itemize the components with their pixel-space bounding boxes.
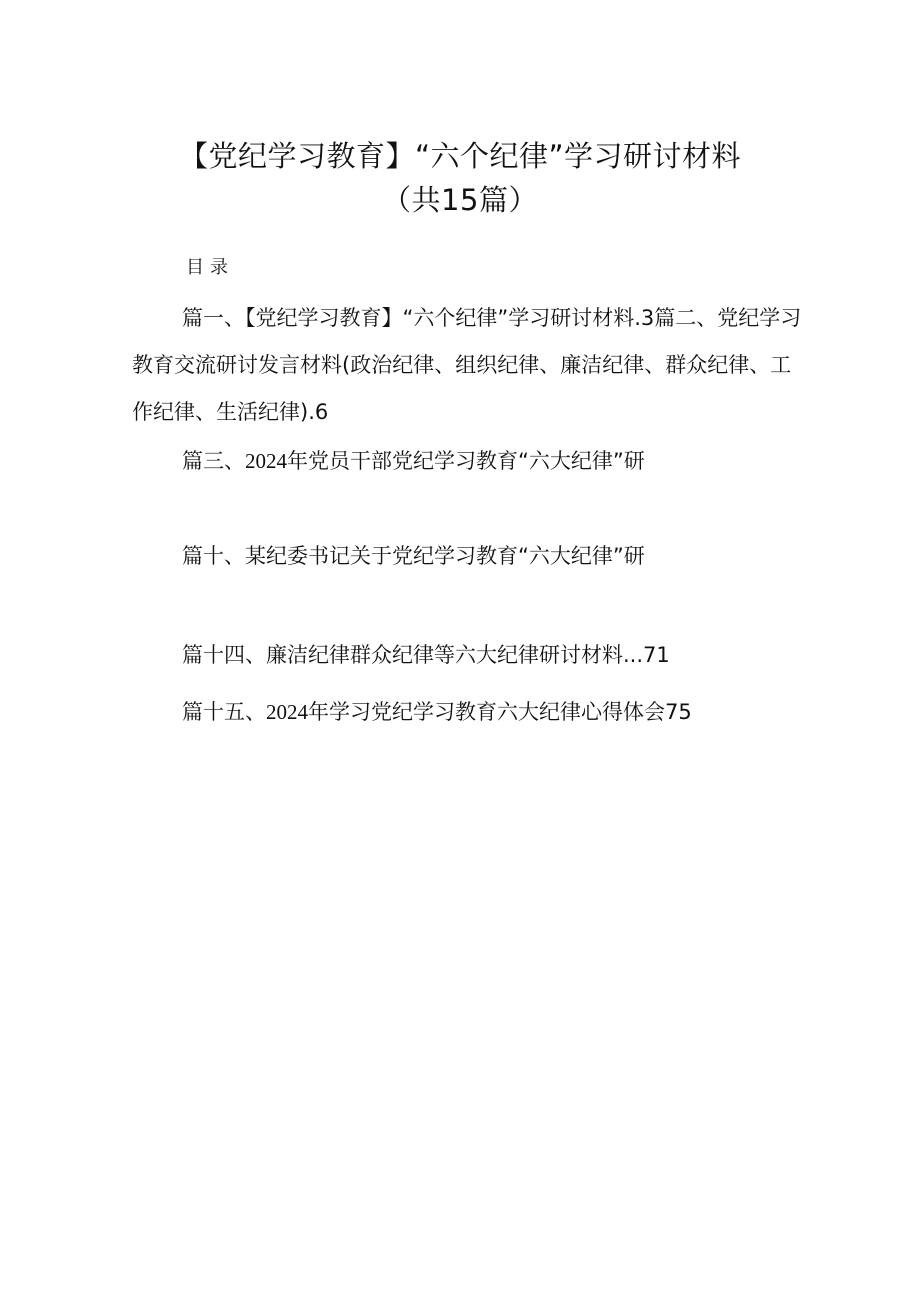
toc-entry-3-year: 2024 xyxy=(245,449,287,473)
toc-entry-1-2: 篇一、【党纪学习教育】“六个纪律”学习研讨材料.3篇二、党纪学习教育交流研讨发言材料(政治纪律、组织纪律、廉洁纪律、群众纪律、工作纪律、生活纪律).6 xyxy=(132,306,802,424)
toc-entry-10: 篇十、某纪委书记关于党纪学习教育“六大纪律”研 xyxy=(182,544,645,568)
toc-entry-3-text: 年党员干部党纪学习教育“六大纪律”研 xyxy=(287,449,645,473)
table-of-contents-label: 目录 xyxy=(186,257,234,278)
toc-entry-15 xyxy=(182,697,692,727)
document-title-line-1: 【党纪学习教育】“六个纪律”学习研讨材料 xyxy=(178,139,742,173)
toc-entry-3 xyxy=(182,446,645,476)
toc-entry-3-prefix: 篇三、 xyxy=(182,449,245,473)
document-title-line-2: （共15篇） xyxy=(382,183,538,217)
toc-entry-15-text: 年学习党纪学习教育六大纪律心得体会75 xyxy=(308,700,692,724)
toc-entry-14: 篇十四、廉洁纪律群众纪律等六大纪律研讨材料...71 xyxy=(182,643,670,667)
toc-entry-15-prefix: 篇十五、 xyxy=(182,700,266,724)
toc-entry-15-year: 2024 xyxy=(266,700,308,724)
